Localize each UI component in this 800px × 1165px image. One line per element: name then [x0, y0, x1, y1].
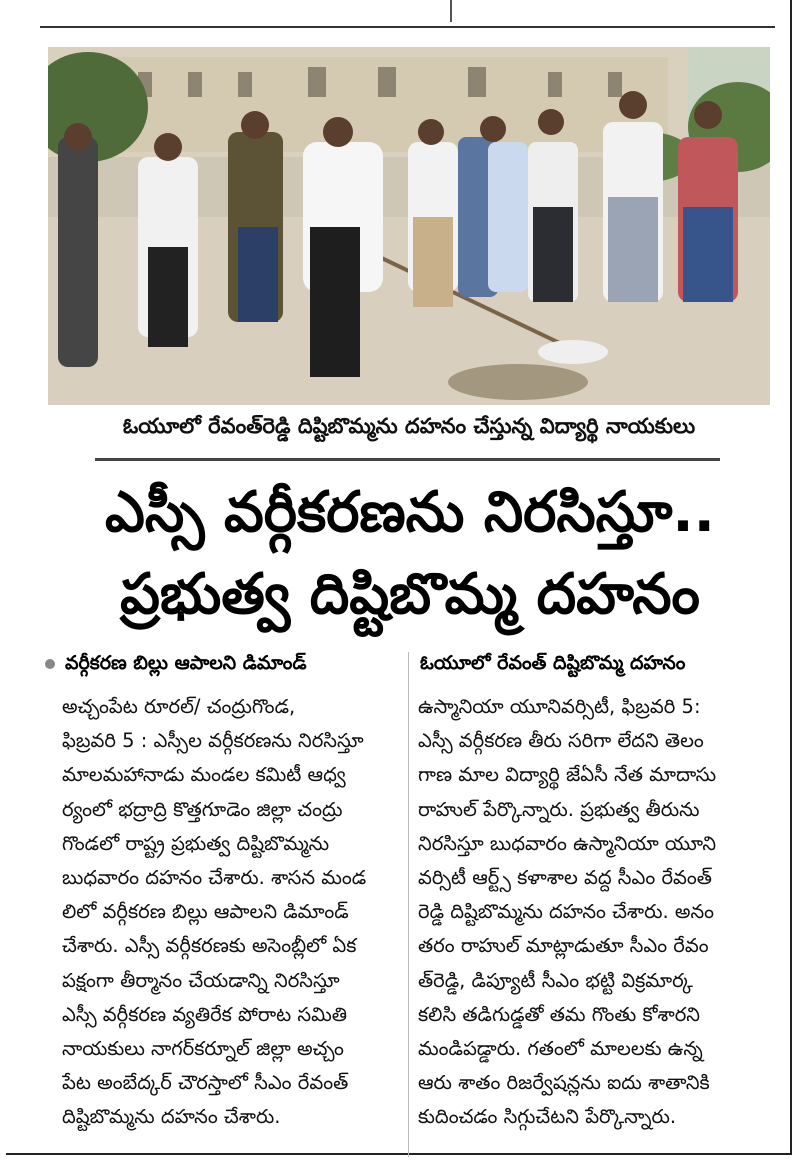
photo-caption: ఓయూలో రేవంత్‌రెడ్డి దిష్టిబొమ్మను దహనం చేస్తున్న విద్యార్థి నాయకులు: [122, 414, 696, 438]
right-article-body: [418, 690, 780, 1135]
body-line: మండిపడ్డారు. గతంలో మాలలకు ఉన్న: [418, 1037, 703, 1061]
body-line: గొండలో రాష్ట్ర ప్రభుత్వ దిష్టిబొమ్మను: [62, 831, 330, 855]
body-line: చేశారు. ఎస్సీ వర్గీకరణకు అసెంబ్లీలో ఏక: [62, 934, 357, 958]
protest-photo-illustration: [48, 47, 770, 405]
body-line: కలిసి తడిగుడ్డతో తమ గొంతు కోశారని: [418, 1002, 700, 1026]
body-line: నాయకులు నాగర్‌కర్నూల్ జిల్లా అచ్చం: [62, 1037, 344, 1061]
body-line: గాణ మాల విద్యార్థి జేఏసీ నేత మాదాసు: [418, 763, 717, 787]
left-subheading-text: వర్గీకరణ బిల్లు ఆపాలని డిమాండ్: [65, 652, 307, 674]
right-subheading: ఓయూలో రేవంత్ దిష్టిబొమ్మ దహనం: [420, 652, 686, 674]
body-line: ఎస్సీ వర్గీకరణ వ్యతిరేక పోరాట సమితి: [62, 1002, 348, 1026]
bullet-icon: [45, 659, 55, 669]
column-rule: [408, 652, 409, 1157]
body-line: అచ్చంపేట రూరల్/ చంద్రుగొండ,: [62, 695, 296, 718]
body-line: మాలమహానాడు మండల కమిటీ ఆధ్వ: [62, 763, 346, 787]
protest-photo: [48, 47, 770, 405]
body-line: వర్సిటీ ఆర్ట్స్ కళాశాల వద్ద సీఎం రేవంత్: [418, 866, 712, 890]
body-line: పక్షంగా తీర్మానం చేయడాన్ని నిరసిస్తూ: [62, 968, 340, 992]
body-line: దిష్టిబొమ్మను దహనం చేశారు.: [62, 1105, 281, 1129]
body-line: ఆరు శాతం రిజర్వేషన్లను ఐదు శాతానికి: [418, 1071, 710, 1095]
body-line: కుదించడం సిగ్గుచేటని పేర్కొన్నారు.: [418, 1105, 677, 1129]
caption-rule: [95, 458, 720, 461]
column-divider: [450, 0, 452, 22]
body-line: బుధవారం దహనం చేశారు. శాసన మండ: [62, 866, 367, 890]
body-line: త్‌రెడ్డి, డిప్యూటీ సీఎం భట్టి విక్రమార్క: [418, 968, 693, 992]
body-line: తరం రాహుల్ మాట్లాడుతూ సీఎం రేవం: [418, 934, 709, 958]
body-line: ఫిబ్రవరి 5 : ఎస్సీల వర్గీకరణను నిరసిస్తూ: [62, 729, 364, 753]
left-subheading: [45, 652, 307, 679]
previous-article-strip: [40, 0, 775, 28]
body-line: రెడ్డి దిష్టిబొమ్మను దహనం చేశారు. అనం: [418, 900, 715, 924]
body-line: రాహుల్ పేర్కొన్నారు. ప్రభుత్వ తీరును: [418, 797, 700, 821]
body-line: ఎస్సీ వర్గీకరణ తీరు సరిగా లేదని తెలం: [418, 729, 704, 753]
body-line: నిరసిస్తూ బుధవారం ఉస్మానియా యూని: [418, 831, 717, 855]
body-line: ర్యంలో భద్రాద్రి కొత్తగూడెం జిల్లా చంద్రు: [62, 797, 343, 821]
body-line: లిలో వర్గీకరణ బిల్లు ఆపాలని డిమాండ్: [62, 900, 349, 924]
headline-line-1: ఎస్సీ వర్గీకరణను నిరసిస్తూ..: [105, 480, 715, 545]
left-article-body: [62, 690, 397, 1135]
body-line: ఉస్మానియా యూనివర్సిటీ, ఫిబ్రవరి 5:: [418, 695, 701, 718]
body-line: పేట అంబేద్కర్ చౌరస్తాలో సీఎం రేవంత్: [62, 1071, 349, 1095]
headline-line-2: ప్రభుత్వ దిష్టిబొమ్మ దహనం: [120, 562, 700, 627]
